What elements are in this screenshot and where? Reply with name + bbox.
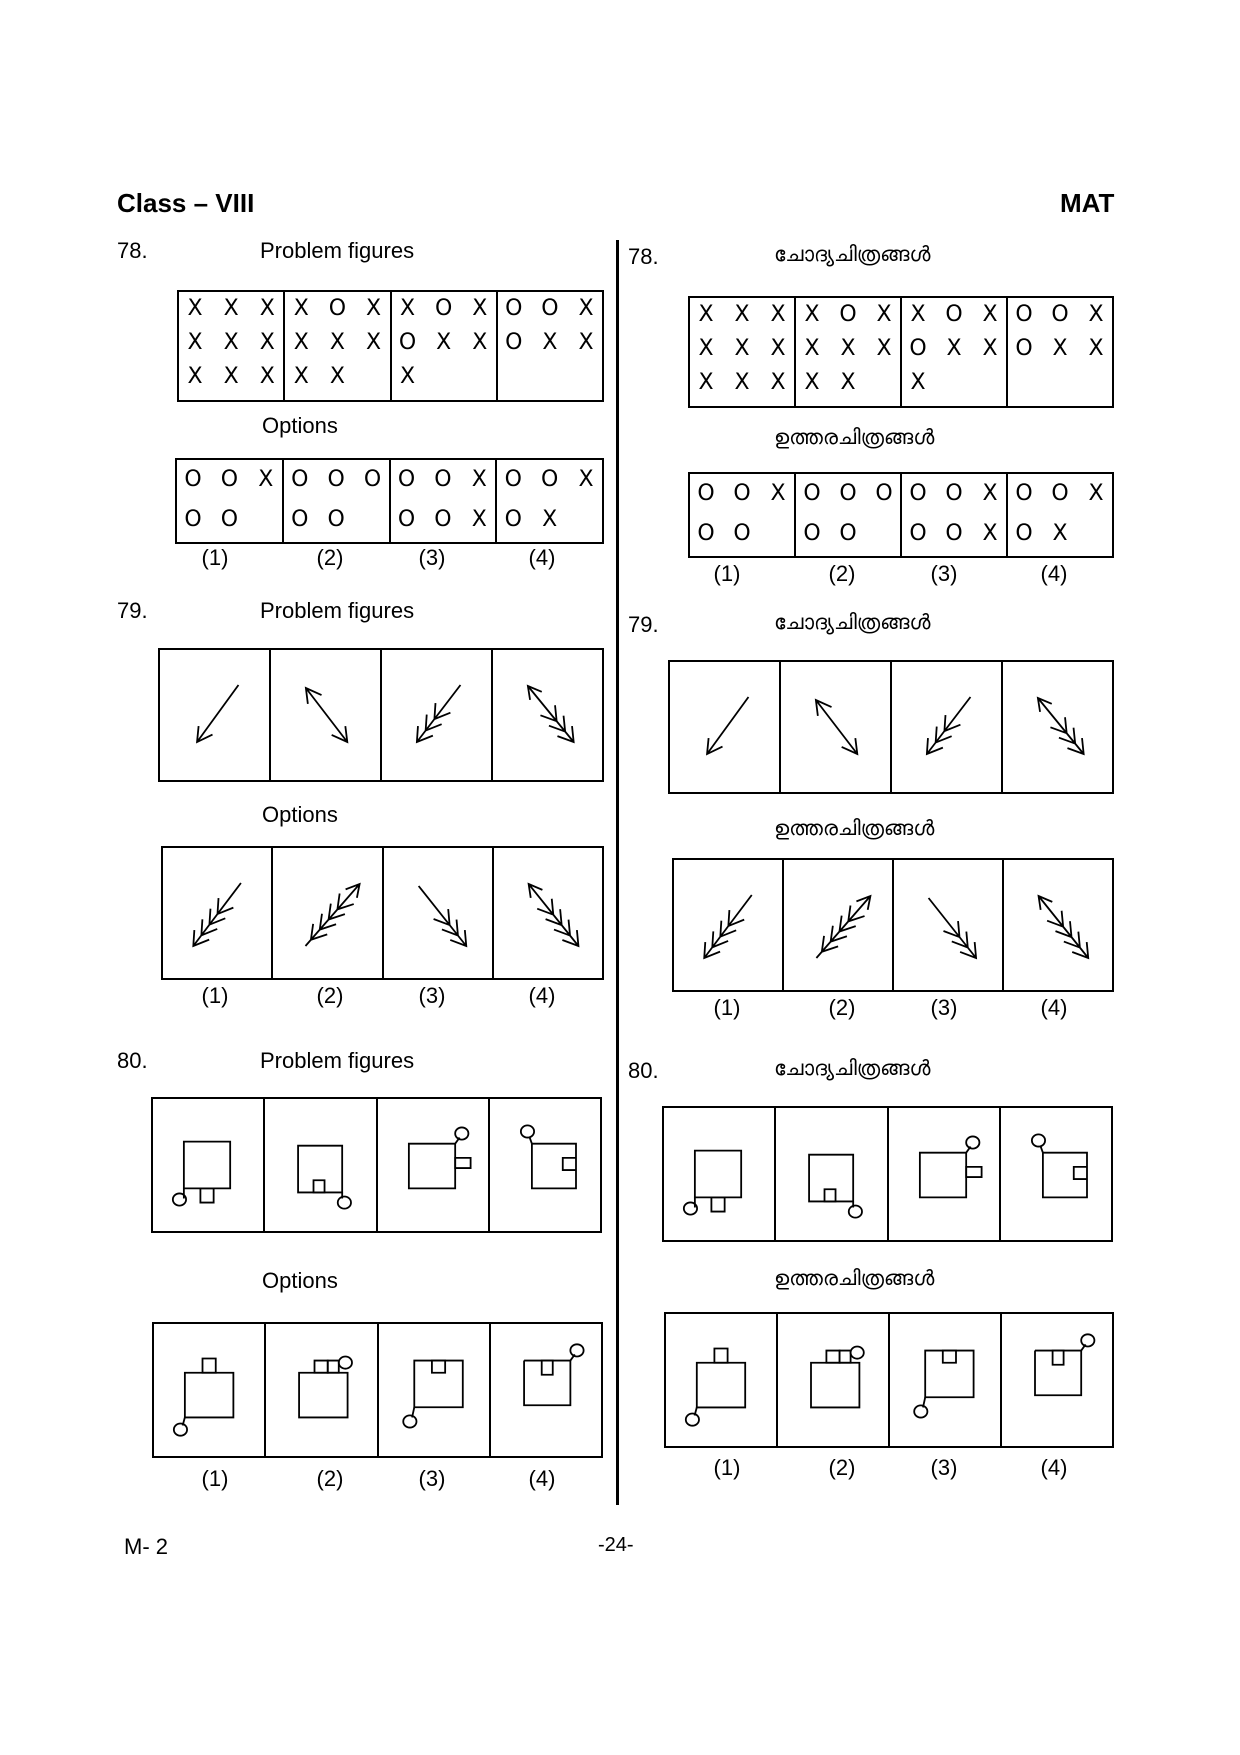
option-label-2: (2) [828,995,856,1020]
symbol: X [804,302,820,327]
symbol: X [259,296,275,321]
symbol: O [733,521,751,546]
double-arrow-feathered-icon [491,650,602,780]
symbol: O [909,481,927,506]
symbol: X [293,364,309,389]
figure-cell-4 [1006,474,1112,556]
symbol: O [220,467,239,492]
symbol-row [796,514,900,554]
symbol [502,360,526,394]
symbol [254,500,278,540]
options-caption: ഉത്തരചിത്രങ്ങൾ [774,816,935,840]
symbol: X [472,330,488,355]
symbol-row [285,326,389,360]
double-arrow-feathered-icon [1001,662,1112,792]
symbol-row [179,326,283,360]
q80-option-figures [152,1322,603,1458]
option-label-4: (4) [1040,1455,1068,1480]
symbol: O [803,481,821,506]
symbol-row [391,500,496,540]
symbol: O [839,481,857,506]
symbol: O [397,467,416,492]
symbol: X [734,302,750,327]
symbol-row [796,366,900,400]
symbol: X [804,370,820,395]
symbol: X [542,330,558,355]
figure-cell-3 [389,460,496,542]
square-circle-notch-icon [154,1324,264,1456]
option-label-1: (1) [201,545,229,570]
figure-cell-1 [690,298,794,406]
q80-problem-figures [662,1106,1113,1242]
symbol-row [179,292,283,326]
symbol: X [982,336,998,361]
q80-option-figures [664,1312,1114,1448]
figure-cell-2 [794,298,900,406]
symbol: X [223,296,239,321]
symbol: O [398,330,417,355]
symbol [872,514,896,554]
arrow-sw-feathered-icon [380,650,491,780]
option-label-1: (1) [201,983,229,1008]
symbol: O [504,467,522,492]
option-label-2: (2) [828,561,856,586]
q78-problem-figures [688,296,1114,408]
double-arrow-feathered-icon [492,848,602,978]
symbol [538,360,562,394]
problem-figures-caption: ചോദ്യചിത്രങ്ങൾ [774,242,931,266]
symbol-row [1008,474,1112,514]
q80-problem-figures [151,1097,602,1233]
question-number: 79. [628,612,659,637]
option-label-2: (2) [316,983,344,1008]
symbol-row [902,332,1006,366]
figure-cell-3 [900,298,1006,406]
figure-cell-4 [1006,298,1112,406]
symbol [1012,366,1036,400]
symbol: X [698,336,714,361]
symbol-row [177,500,282,540]
symbol: X [1052,336,1068,361]
symbol-row [690,298,794,332]
square-circle-notch-icon [377,1324,489,1456]
q78-problem-figures [177,290,604,402]
option-label-3: (3) [930,995,958,1020]
symbol-row [177,460,282,500]
symbol: X [1052,521,1068,546]
symbol: O [291,507,309,532]
option-label-3: (3) [418,1466,446,1491]
figure-cell-1 [179,292,283,400]
problem-figures-caption: Problem figures [260,598,415,623]
figure-cell-1 [177,460,282,542]
symbol [432,360,456,394]
figure-cell-2 [794,474,900,556]
symbol: X [770,302,786,327]
symbol: O [1015,481,1033,506]
symbol: X [365,330,382,355]
symbol [1084,514,1108,554]
symbol: X [329,330,345,355]
arrow-sw-icon [160,650,269,780]
class-label: Class – VIII [117,188,255,218]
arrow-sw-feathered-icon [890,662,1001,792]
symbol: X [293,330,309,355]
footer-code: M- 2 [124,1534,168,1559]
symbol: O [697,521,715,546]
symbol [574,500,598,540]
symbol: O [1051,481,1069,506]
option-label-1: (1) [713,1455,741,1480]
symbol: X [329,364,345,389]
symbol: X [399,364,416,389]
symbol: O [909,336,927,361]
option-label-4: (4) [1040,561,1068,586]
symbol: O [909,521,927,546]
square-circle-notch-icon [153,1099,263,1231]
symbol: X [876,336,892,361]
symbol-row [1008,366,1112,400]
symbol: O [1051,302,1069,327]
symbol: X [982,521,998,546]
square-circle-notch-icon [1000,1314,1112,1446]
option-label-3: (3) [930,561,958,586]
square-circle-notch-icon [664,1108,774,1240]
symbol: X [472,296,488,321]
symbol: X [578,296,594,321]
square-circle-notch-icon [488,1099,600,1231]
symbol: X [471,467,487,492]
symbol: X [734,370,750,395]
square-circle-notch-icon [887,1108,999,1240]
symbol: O [184,507,202,532]
symbol-row [690,514,794,554]
symbol: O [184,467,202,492]
symbol: O [540,467,559,492]
symbol [978,366,1002,400]
symbol: O [733,481,751,506]
symbol: X [259,330,275,355]
square-circle-notch-icon [264,1324,376,1456]
option-label-3: (3) [418,545,446,570]
symbol: O [328,296,347,321]
symbol-row [690,332,794,366]
options-caption: Options [262,1268,338,1293]
option-label-3: (3) [418,983,446,1008]
symbol: X [223,364,239,389]
symbol [766,514,790,554]
symbol: X [734,336,750,361]
arrow-sw-feathered-icon [674,860,782,990]
symbol: X [1088,336,1104,361]
symbol: O [505,296,523,321]
double-arrow-diagonal-icon [269,650,380,780]
symbol: X [804,336,820,361]
symbol: O [803,521,821,546]
square-circle-notch-icon [776,1314,888,1446]
subject-label: MAT [1060,188,1115,218]
symbol: O [1015,521,1033,546]
symbol [1084,366,1108,400]
symbol: O [945,481,963,506]
problem-figures-caption: Problem figures [260,238,415,263]
option-label-2: (2) [316,1466,344,1491]
square-circle-notch-icon [774,1108,886,1240]
symbol: X [770,481,786,506]
symbol: X [259,364,275,389]
option-label-2: (2) [316,545,344,570]
symbol [872,366,896,400]
figure-cell-3 [900,474,1006,556]
question-number: 80. [628,1058,659,1083]
symbol: X [840,370,856,395]
symbol: O [434,467,452,492]
symbol: X [840,336,856,361]
symbol: X [187,330,203,355]
symbol-row [902,298,1006,332]
options-caption: ഉത്തരചിത്രങ്ങൾ [774,425,935,449]
question-number: 80. [117,1048,148,1073]
arrow-sw-feathered-icon [163,848,271,978]
symbol-row [179,360,283,394]
q79-problem-figures [158,648,604,782]
q78-option-figures [688,472,1114,558]
problem-figures-caption: ചോദ്യചിത്രങ്ങൾ [774,1056,931,1080]
symbol-row [284,460,389,500]
symbol: X [876,302,892,327]
symbol: X [293,296,309,321]
symbol-row [902,474,1006,514]
symbol: O [327,467,345,492]
symbol: X [982,481,998,506]
symbol: X [698,370,714,395]
symbol-row [1008,514,1112,554]
q79-option-figures [161,846,604,980]
symbol: O [1015,302,1033,327]
symbol: O [945,302,963,327]
symbol [1048,366,1072,400]
arrow-ne-feathered-icon [782,860,892,990]
symbol [468,360,492,394]
symbol: O [397,507,416,532]
symbol: X [770,370,786,395]
symbol: X [1088,302,1104,327]
figure-cell-2 [282,460,389,542]
square-circle-notch-icon [489,1324,601,1456]
symbol-row [796,298,900,332]
symbol: X [187,364,203,389]
symbol: O [839,302,857,327]
symbol: O [505,330,523,355]
option-label-1: (1) [713,561,741,586]
symbol: X [436,330,452,355]
symbol-row [1008,298,1112,332]
symbol: O [363,467,382,492]
option-label-4: (4) [1040,995,1068,1020]
option-label-3: (3) [930,1455,958,1480]
symbol: X [258,467,274,492]
page-number: -24- [598,1534,634,1556]
q78-option-figures [175,458,604,544]
option-label-1: (1) [201,1466,229,1491]
question-number: 79. [117,598,148,623]
problem-figures-caption: ചോദ്യചിത്രങ്ങൾ [774,610,931,634]
symbol-row [392,326,496,360]
symbol: X [910,302,926,327]
figure-cell-2 [283,292,389,400]
symbol: X [578,330,594,355]
symbol-row [902,366,1006,400]
option-label-4: (4) [528,983,556,1008]
symbol-row [796,474,900,514]
symbol: X [471,507,487,532]
option-label-2: (2) [828,1455,856,1480]
problem-figures-caption: Problem figures [260,1048,415,1073]
symbol: O [1015,336,1033,361]
symbol-row [497,500,602,540]
symbol: X [982,302,998,327]
symbol: X [946,336,962,361]
arrow-se-feathered-icon [382,848,492,978]
symbol: X [698,302,714,327]
square-circle-notch-icon [666,1314,776,1446]
symbol-row [1008,332,1112,366]
square-circle-notch-icon [263,1099,375,1231]
arrow-ne-feathered-icon [271,848,381,978]
option-label-4: (4) [528,545,556,570]
symbol: X [187,296,203,321]
symbol: O [434,507,452,532]
symbol: O [541,296,559,321]
arrow-sw-icon [670,662,779,792]
options-caption: Options [262,413,338,438]
symbol-row [284,500,389,540]
option-label-4: (4) [528,1466,556,1491]
symbol: O [434,296,453,321]
q79-option-figures [672,858,1114,992]
symbol-row [285,360,389,394]
figure-cell-3 [390,292,496,400]
symbol-row [902,514,1006,554]
symbol: O [291,467,309,492]
option-label-1: (1) [713,995,741,1020]
symbol-row [690,366,794,400]
symbol: X [365,296,382,321]
figure-cell-4 [496,292,602,400]
symbol: X [578,467,594,492]
symbol: X [223,330,239,355]
double-arrow-feathered-icon [1002,860,1112,990]
symbol: X [542,507,558,532]
symbol-row [392,292,496,326]
symbol: X [399,296,416,321]
symbol: X [770,336,786,361]
column-divider [616,240,619,1505]
options-caption: ഉത്തരചിത്രങ്ങൾ [774,1266,935,1290]
question-number: 78. [117,238,148,263]
figure-cell-4 [495,460,602,542]
symbol-row [796,332,900,366]
options-caption: Options [262,802,338,827]
symbol: O [839,521,857,546]
symbol-row [498,292,602,326]
symbol: X [910,370,926,395]
symbol: O [220,507,239,532]
symbol: X [1088,481,1104,506]
symbol [942,366,966,400]
square-circle-notch-icon [999,1108,1111,1240]
symbol-row [497,460,602,500]
symbol-row [498,326,602,360]
symbol-row [391,460,496,500]
symbol: O [327,507,345,532]
question-number: 78. [628,244,659,269]
square-circle-notch-icon [376,1099,488,1231]
symbol: O [945,521,963,546]
symbol: O [504,507,522,532]
symbol [362,360,386,394]
symbol: O [875,481,893,506]
figure-cell-1 [690,474,794,556]
square-circle-notch-icon [888,1314,1000,1446]
symbol-row [285,292,389,326]
symbol [361,500,385,540]
symbol-row [498,360,602,394]
symbol-row [690,474,794,514]
symbol [574,360,598,394]
arrow-se-feathered-icon [892,860,1002,990]
symbol-row [392,360,496,394]
symbol: O [697,481,715,506]
q79-problem-figures [668,660,1114,794]
double-arrow-diagonal-icon [779,662,890,792]
